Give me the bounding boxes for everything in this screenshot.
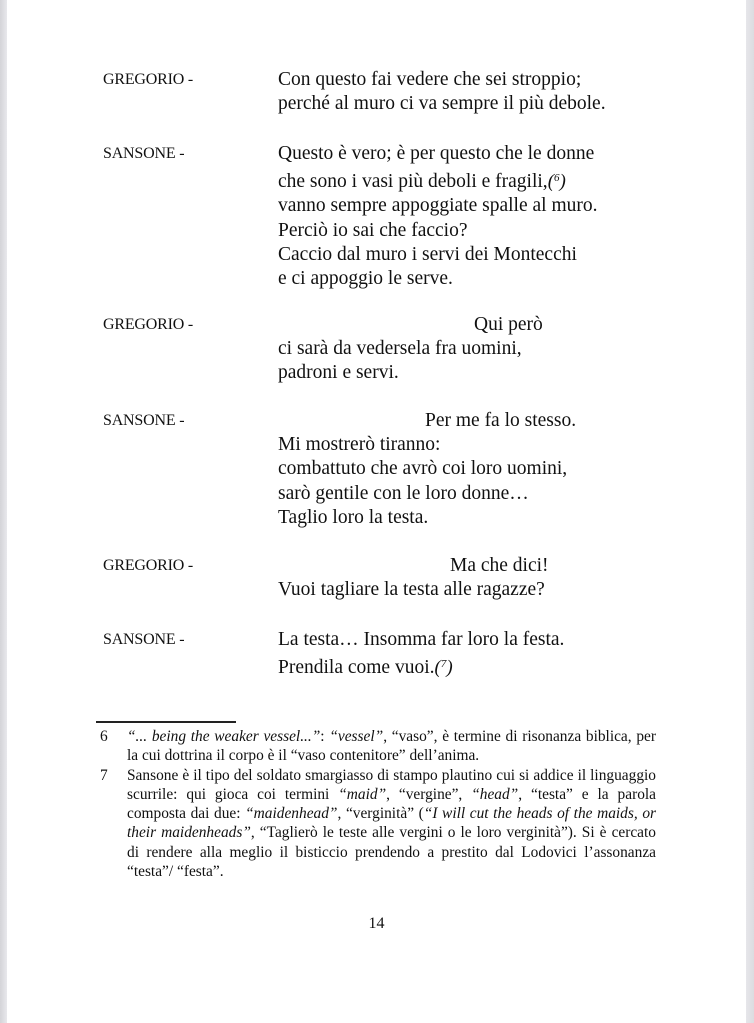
dialogue-line: Mi mostrerò tiranno: [278, 434, 441, 456]
footnote-separator [96, 721, 236, 723]
dialogue-lines [278, 142, 597, 291]
page-edge-left [0, 0, 7, 1023]
dialogue-line [278, 166, 597, 194]
speaker-name: GREGORIO - [103, 557, 193, 574]
dialogue-line: Caccio dal muro i servi dei Montecchi [278, 243, 577, 265]
dialogue-line-text: Prendila come vuoi. [278, 657, 435, 679]
dialogue-line: Con questo fai vedere che sei stroppio; [278, 69, 582, 90]
dialogue-line [278, 652, 564, 680]
dialogue-line: ci sarà da vedersela fra uomini, [278, 338, 522, 360]
dialogue-line: Vuoi tagliare la testa alle ragazze? [278, 579, 545, 601]
footnote-reference[interactable]: ($^7$) [434, 657, 453, 679]
dialogue-line: perché al muro ci va sempre il più debole. [278, 93, 606, 115]
footnote-number: 6 [554, 172, 560, 185]
footnote-text: “... being the weaker vessel...”: “vessel”, “vaso”, è termine di risonanza biblica, per la cui dottrina il corpo è il “vaso contenitore” dell’anima. [127, 728, 656, 765]
footnote [96, 727, 656, 766]
dialogue-line-text: che sono i vasi più deboli e fragili, [278, 171, 548, 193]
dialogue-lines [278, 409, 576, 530]
dialogue-lines [278, 628, 564, 680]
dialogue-line: padroni e servi. [278, 362, 399, 384]
footnote-text: Sansone è il tipo del soldato smargiasso di stampo plautino cui si addice il linguaggio scurrile: qui gioca coi termini “maid”, “vergine”, “head”, “testa” e la parola composta dai due: “maidenhead”, “verginità” (“I will cut the heads of the maids, or their maidenheads”, “Taglierò le teste alle vergini o le loro verginità”). Si è cercato di rendere alla meglio il bisticcio prendendo a prestito dal Lodovici l’assonanza “testa”/ “festa”. [127, 766, 656, 881]
dialogue-line: Qui però [474, 314, 543, 335]
dialogue-lines [278, 313, 543, 386]
dialogue-line: combattuto che avrò coi loro uomini, [278, 458, 568, 480]
footnote [96, 766, 656, 882]
footnote-reference[interactable]: ($^6$) [547, 171, 566, 193]
dialogue-line: e ci appoggio le serve. [278, 268, 453, 290]
dialogue-line: Per me fa lo stesso. [425, 410, 577, 431]
page-edge-right [746, 0, 754, 1023]
speaker-name: SANSONE - [103, 631, 185, 648]
speaker-name: SANSONE - [103, 412, 185, 429]
dialogue-lines [278, 554, 549, 602]
document-page [7, 0, 746, 1023]
dialogue-line: Ma che dici! [450, 555, 549, 576]
dialogue-line: Taglio loro la testa. [278, 506, 429, 528]
dialogue-line: vanno sempre appoggiate spalle al muro. [278, 195, 598, 217]
speaker-name: GREGORIO - [103, 71, 193, 88]
dialogue-line: Perciò io sai che faccio? [278, 219, 468, 241]
dialogue-line: La testa… Insomma far loro la festa. [278, 629, 565, 650]
footnote-number: 6 [100, 728, 108, 745]
footnote-number: 7 [440, 658, 447, 671]
dialogue-line: sarò gentile con le loro donne… [278, 482, 529, 504]
speaker-name: GREGORIO - [103, 316, 193, 333]
footnote-number: 7 [100, 766, 108, 784]
dialogue-line: Questo è vero; è per questo che le donne [278, 143, 595, 164]
speaker-name: SANSONE - [103, 145, 185, 162]
page-number: 14 [368, 915, 385, 932]
footnotes [96, 727, 656, 881]
dialogue-lines [278, 68, 606, 116]
